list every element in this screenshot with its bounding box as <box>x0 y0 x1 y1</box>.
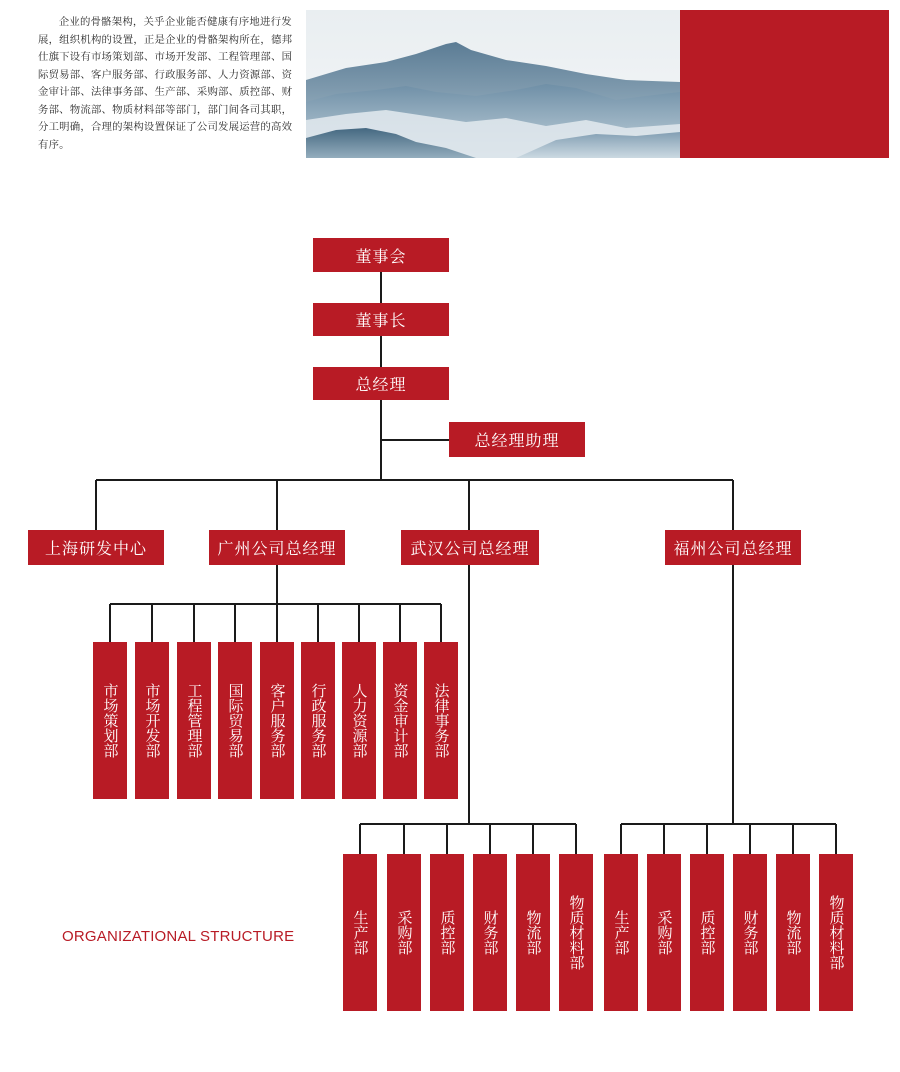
node-shanghai-rd-center: 上海研发中心 <box>28 530 164 565</box>
dept-box: 财务部 <box>473 854 507 1011</box>
dept-box: 采购部 <box>387 854 421 1011</box>
dept-box: 市场策划部 <box>93 642 127 799</box>
dept-box: 质控部 <box>430 854 464 1011</box>
node-chairman: 董事长 <box>313 303 449 336</box>
dept-box: 生产部 <box>604 854 638 1011</box>
dept-box: 物质材料部 <box>819 854 853 1011</box>
dept-box: 行政服务部 <box>301 642 335 799</box>
dept-box: 物流部 <box>776 854 810 1011</box>
dept-box: 采购部 <box>647 854 681 1011</box>
node-wuhan-gm: 武汉公司总经理 <box>401 530 539 565</box>
dept-box: 资金审计部 <box>383 642 417 799</box>
node-general-manager: 总经理 <box>313 367 449 400</box>
dept-box: 客户服务部 <box>260 642 294 799</box>
dept-box: 质控部 <box>690 854 724 1011</box>
dept-box: 物质材料部 <box>559 854 593 1011</box>
dept-box: 人力资源部 <box>342 642 376 799</box>
caption-organizational-structure: ORGANIZATIONAL STRUCTURE <box>62 928 295 945</box>
node-board: 董事会 <box>313 238 449 272</box>
dept-box: 物流部 <box>516 854 550 1011</box>
intro-paragraph: 企业的骨骼架构，关乎企业能否健康有序地进行发展，组织机构的设置，正是企业的骨骼架构所在，德邦仕旗下设有市场策划部、市场开发部、工程管理部、国际贸易部、客户服务部、行政服务部、人力资源部、资金审计部、法律事务部、生产部、采购部、质控部、财务部、物流部、物质材料部等部门，部门间各司其职，分工明确，合理的架构设置保证了公司发展运营的高效有序。 <box>38 16 293 151</box>
dept-box: 国际贸易部 <box>218 642 252 799</box>
node-fuzhou-gm: 福州公司总经理 <box>665 530 801 565</box>
dept-box: 市场开发部 <box>135 642 169 799</box>
node-gm-assistant: 总经理助理 <box>449 422 585 457</box>
dept-box: 财务部 <box>733 854 767 1011</box>
dept-box: 工程管理部 <box>177 642 211 799</box>
dept-box: 法律事务部 <box>424 642 458 799</box>
dept-box: 生产部 <box>343 854 377 1011</box>
node-guangzhou-gm: 广州公司总经理 <box>209 530 345 565</box>
